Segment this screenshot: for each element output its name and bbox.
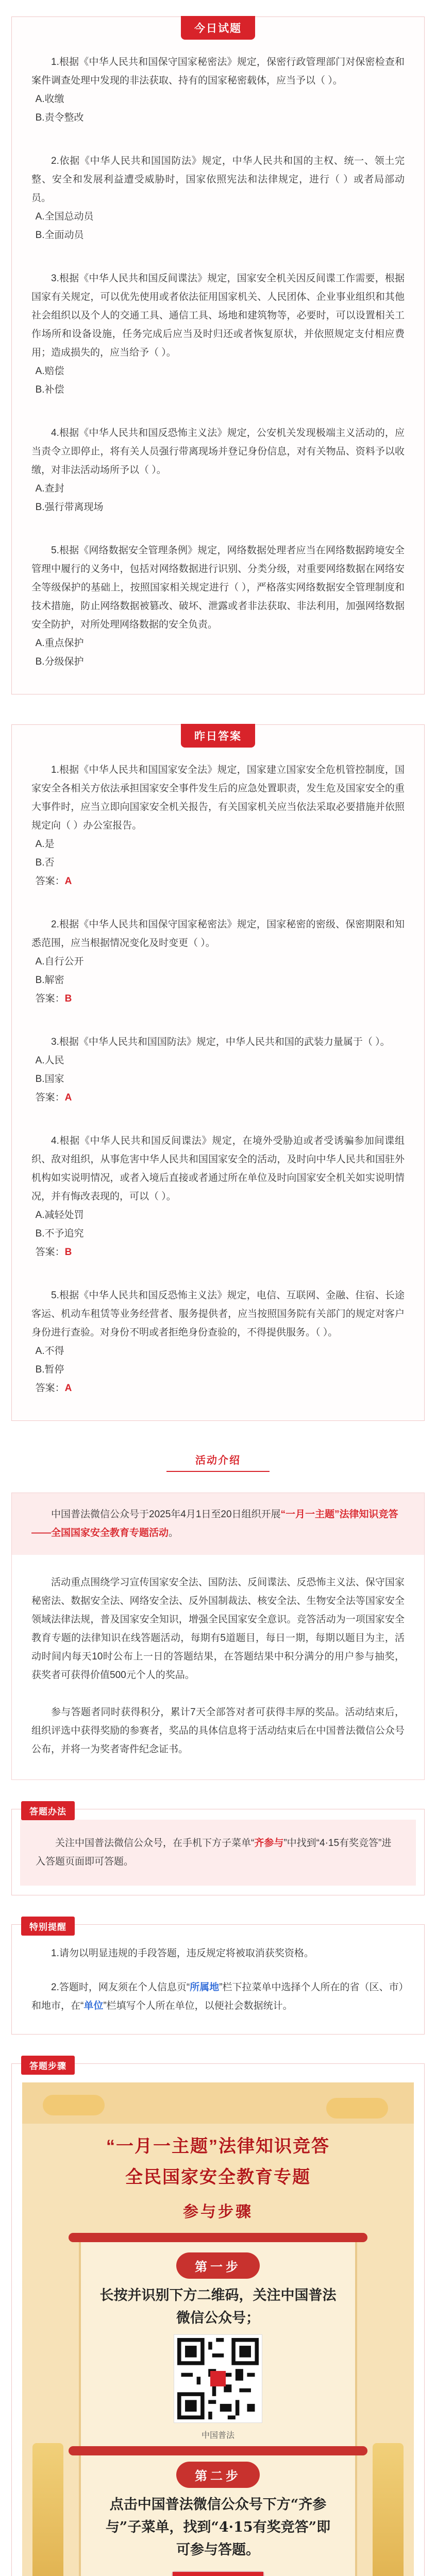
join-highlight: 齐参与 bbox=[254, 1838, 284, 1849]
option-b: B.不予追究 bbox=[35, 1228, 84, 1239]
tips-content bbox=[12, 1925, 424, 2034]
tips-label: 特别提醒 bbox=[21, 1917, 75, 1936]
question-text: 1.根据《中华人民共和国保守国家秘密法》规定，保密行政管理部门对保密检查和案件调查处理中发现的非法获取、持有的国家秘密载体，应当予以（ ）。 bbox=[31, 57, 405, 86]
question-text: 2.根据《中华人民共和国保守国家秘密法》规定，国家秘密的密级、保密期限和知悉范围，应当根据情况变化及时变更（ ）。 bbox=[31, 919, 405, 948]
question-item bbox=[31, 541, 405, 671]
qr-code-image[interactable] bbox=[174, 2335, 262, 2422]
option-a: A.自行公开 bbox=[35, 956, 84, 967]
tips-box bbox=[11, 1924, 425, 2035]
question-item bbox=[31, 269, 405, 399]
intro-lead-highlight: “一月一主题”法律知识竞答——全国国家安全教育专题活动 bbox=[31, 1509, 398, 1538]
intro-lead-end: 。 bbox=[169, 1528, 179, 1538]
tip-item bbox=[31, 1978, 405, 2015]
option-b: B.解密 bbox=[35, 975, 64, 986]
option-a: A.减轻处罚 bbox=[35, 1210, 84, 1221]
intro-lead bbox=[12, 1493, 424, 1555]
poster-steps-title: 参与步骤 bbox=[183, 2203, 253, 2221]
question-text: 3.根据《中华人民共和国国防法》规定，中华人民共和国的武装力量属于（ ）。 bbox=[51, 1037, 390, 1047]
intro-body bbox=[11, 1493, 425, 1780]
option-b: B.责令整改 bbox=[35, 112, 84, 123]
intro-lead-text: 中国普法微信公众号于2025年4月1日至20日组织开展 bbox=[51, 1509, 281, 1520]
option-a: A.不得 bbox=[35, 1346, 64, 1357]
heading-divider bbox=[166, 1471, 270, 1472]
option-a: A.人民 bbox=[35, 1055, 64, 1066]
option-a: A.全国总动员 bbox=[35, 211, 94, 222]
answer-value: A bbox=[64, 1383, 72, 1394]
option-a: A.查封 bbox=[35, 483, 64, 494]
intro-heading-block bbox=[0, 1452, 436, 1472]
tip-text: ”栏下拉菜单中选择个人所在的省（区、市）和地市，在“ bbox=[31, 1982, 404, 2011]
join-method-label: 答题办法 bbox=[21, 1801, 75, 1820]
step1-text: 长按并识别下方二维码，关注中国普法微信公众号； bbox=[99, 2287, 337, 2326]
question-item bbox=[31, 424, 405, 517]
answer-line: 答案：A bbox=[35, 876, 72, 887]
pillar-decoration bbox=[373, 2443, 404, 2576]
answer-value: A bbox=[64, 1092, 72, 1103]
option-a: A.收缴 bbox=[35, 94, 64, 105]
answer-line: 答案：A bbox=[35, 1092, 72, 1103]
option-a: A.重点保护 bbox=[35, 638, 84, 649]
join-method-text bbox=[20, 1820, 416, 1886]
tip-item: 1.请勿以明显违规的手段答题，违反规定将被取消获奖资格。 bbox=[51, 1948, 314, 1959]
phone-title bbox=[173, 2572, 263, 2576]
step1-badge: 第一步 bbox=[176, 2252, 260, 2279]
tip-highlight-unit: 单位 bbox=[83, 2001, 104, 2011]
answer-value: B bbox=[64, 1247, 72, 1258]
join-text-middle: ”中找到“4·15有奖竞答” bbox=[283, 1838, 382, 1849]
steps-label: 答题步骤 bbox=[21, 2056, 75, 2075]
step2-badge: 第二步 bbox=[176, 2462, 260, 2488]
tip-text: ”栏填写个人所在单位，以便社会数据统计。 bbox=[103, 2001, 293, 2011]
steps-box bbox=[11, 2063, 425, 2576]
qr-code-icon bbox=[177, 2338, 259, 2419]
option-b: B.否 bbox=[35, 857, 55, 868]
tip-text: 2.答题时，网友须在个人信息页“ bbox=[51, 1982, 190, 1993]
cloud-decoration bbox=[43, 2095, 105, 2115]
qr-caption: 中国普法 bbox=[201, 2431, 234, 2440]
question-item bbox=[31, 53, 405, 127]
join-text-start: 关注中国普法微信公众号，在手机下方子菜单“ bbox=[55, 1838, 255, 1849]
question-item bbox=[31, 761, 405, 891]
intro-paragraph: 活动重点围绕学习宣传国家安全法、国防法、反间谍法、反恐怖主义法、保守国家秘密法、数据安全法、网络安全法、反外国制裁法、核安全法、生物安全法等国家安全领域法律法规，普及国家安全知识，增强全民国家安全意识。竞答活动为一项国家安全教育专题的法律知识在线答题活动，每期有5道题目，每日一期，每期以题目为主，活动时间内每天10时公布上一日的答题结果，在答题结果中积分满分的用户参与抽奖，获奖者可获得价值500元个人的奖品。 bbox=[31, 1577, 405, 1681]
answer-value: A bbox=[64, 876, 72, 887]
intro-heading: 活动介绍 bbox=[195, 1455, 241, 1466]
tip-highlight-location: 所属地 bbox=[190, 1982, 220, 1993]
join-method-box bbox=[11, 1809, 425, 1895]
steps-poster bbox=[22, 2082, 414, 2576]
section-title: 今日试题 bbox=[181, 16, 255, 40]
option-b: B.强行带离现场 bbox=[35, 502, 104, 513]
poster-subtitle: 全民国家安全教育专题 bbox=[125, 2167, 311, 2187]
join-text-end: 进入答题页面即可答题。 bbox=[36, 1838, 392, 1867]
scroll-rod bbox=[69, 2233, 367, 2242]
question-item bbox=[31, 152, 405, 245]
question-text: 1.根据《中华人民共和国国家安全法》规定，国家建立国家安全危机管控制度，国家安全各相关方依法承担国家安全事件发生后的应急处置职责，发生危及国家安全的重大事件时，应当立即向国家安全机关报告，有关国家机关应当依法采取必要措施并依照规定向（ ）办公室报告。 bbox=[31, 765, 405, 831]
option-b: B.补偿 bbox=[35, 384, 64, 395]
step2-text: 点击中国普法微信公众号下方“齐参与”子菜单，找到“4·15有奖竞答”即可参与答题。 bbox=[105, 2497, 331, 2558]
option-a: A.赔偿 bbox=[35, 366, 64, 377]
yesterday-answers-section bbox=[11, 724, 425, 1421]
question-text: 2.依据《中华人民共和国国防法》规定，中华人民共和国的主权、统一、领土完整、安全和发展利益遭受威胁时，国家依照宪法和法律规定，进行（ ）或者局部动员。 bbox=[31, 156, 405, 204]
question-item bbox=[31, 1286, 405, 1398]
answer-value: B bbox=[64, 993, 72, 1004]
answer-line: 答案：B bbox=[35, 1247, 72, 1258]
phone-mockup bbox=[172, 2571, 264, 2576]
question-item bbox=[31, 1132, 405, 1262]
question-item bbox=[31, 1033, 405, 1107]
question-text: 5.根据《中华人民共和国反恐怖主义法》规定，电信、互联网、金融、住宿、长途客运、机动车租赁等业务经营者、服务提供者，应当按照国务院有关部门的规定对客户身份进行查验。对身份不明或者拒绝身份查验的，不得提供服务。（ ）。 bbox=[31, 1290, 405, 1338]
poster-title: “一月一主题”法律知识竞答 bbox=[106, 2137, 330, 2156]
today-questions-section bbox=[11, 16, 425, 694]
pillar-decoration bbox=[32, 2443, 63, 2576]
question-text: 3.根据《中华人民共和国反间谍法》规定，国家安全机关因反间谍工作需要，根据国家有关规定，可以优先使用或者依法征用国家机关、人民团体、企业事业组织和其他社会组织以及个人的交通工具、通信工具、场地和建筑物等，必要时，可以设置相关工作场所和设备设施，任务完成后应当及时归还或者恢复原状，并依照规定支付相应费用；造成损失的，应当给予（ ）。 bbox=[31, 273, 405, 358]
option-b: B.分级保护 bbox=[35, 656, 84, 667]
scroll-rod bbox=[69, 2446, 367, 2455]
cloud-decoration bbox=[326, 2098, 388, 2119]
answer-line: 答案：B bbox=[35, 993, 72, 1004]
question-item bbox=[31, 916, 405, 1008]
question-text: 4.根据《中华人民共和国反恐怖主义法》规定，公安机关发现极端主义活动的，应当责令立即停止，将有关人员强行带离现场并登记身份信息，对有关物品、资料予以收缴，对非法活动场所予以（ ）。 bbox=[31, 428, 405, 476]
question-text: 4.根据《中华人民共和国反间谍法》规定，在境外受胁迫或者受诱骗参加间谍组织、敌对组织，从事危害中华人民共和国国家安全的活动，及时向中华人民共和国驻外机构如实说明情况，或者入境后直接或者通过所在单位及时向国家安全机关如实说明情况，并有悔改表现的，可以（ ）。 bbox=[31, 1136, 405, 1202]
option-b: B.全面动员 bbox=[35, 230, 84, 241]
question-text: 5.根据《网络数据安全管理条例》规定，网络数据处理者应当在网络数据跨境安全管理中履行的义务中，包括对网络数据进行识别、分类分级，对重要网络数据在网络安全等级保护的基础上，按照国家相关规定进行（ ），严格落实网络数据安全管理制度和技术措施，防止网络数据被篡改、破坏、泄露或者非法获取、非法利用，加强网络数据安全防护，对所处理网络数据的安全负责。 bbox=[31, 545, 405, 630]
section-title: 昨日答案 bbox=[181, 724, 255, 748]
answer-line: 答案：A bbox=[35, 1383, 72, 1394]
intro-paragraph: 参与答题者同时获得积分，累计7天全部答对者可获得丰厚的奖品。活动结束后，组织评选中获得奖励的参赛者，奖品的具体信息将于活动结束后在中国普法微信公众号公布，并将一为奖者寄件纪念证书。 bbox=[31, 1707, 405, 1755]
option-a: A.是 bbox=[35, 839, 55, 850]
option-b: B.暂停 bbox=[35, 1364, 64, 1375]
option-b: B.国家 bbox=[35, 1074, 64, 1084]
